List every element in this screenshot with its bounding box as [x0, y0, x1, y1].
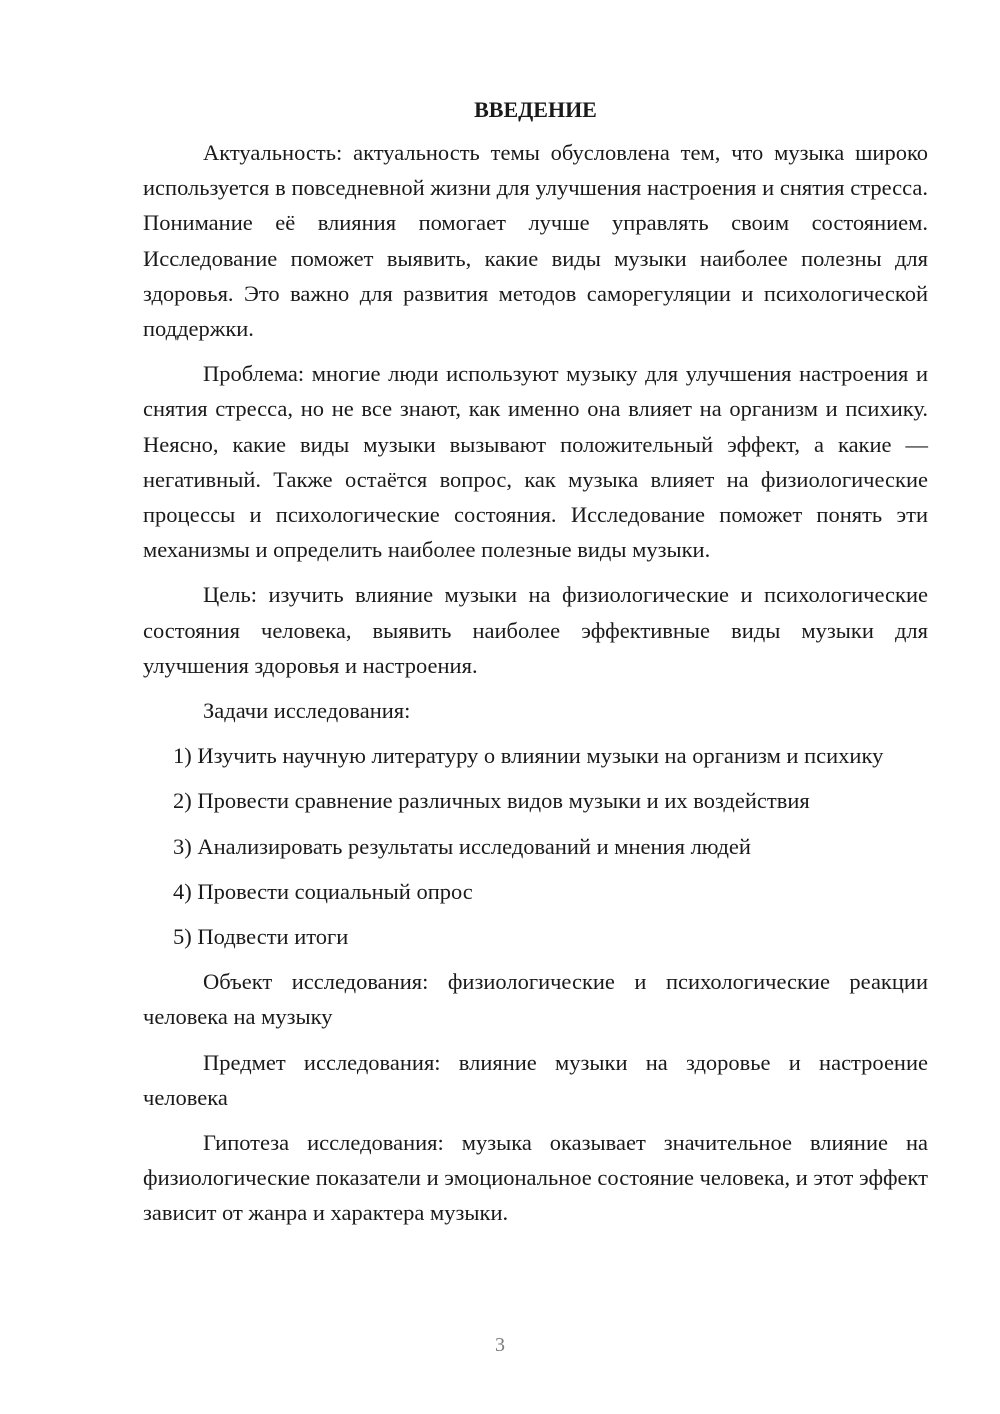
subject-paragraph: Предмет исследования: влияние музыки на здоровье и настроение человека: [143, 1049, 928, 1110]
problem-paragraph: Проблема: многие люди используют музыку для улучшения настроения и снятия стресса, но не все знают, как именно она влияет на организм и психику. Неясно, какие виды музыки вызывают положительный эффект, а какие — негативный. Также остаётся вопрос, как музыка влияет на физиологические процессы и психологические состояния. Исследование поможет понять эти механизмы и определить наиболее полезные виды музыки.: [143, 361, 928, 563]
page-number: 3: [495, 1334, 505, 1356]
task-item: 4) Провести социальный опрос: [173, 878, 473, 904]
relevance-paragraph: Актуальность: актуальность темы обусловлена тем, что музыка широко используется в повседневной жизни для улучшения настроения и снятия стресса. Понимание её влияния помогает лучше управлять своим состоянием. Исследование поможет выявить, какие виды музыки наиболее полезны для здоровья. Это важно для развития методов саморегуляции и психологической поддержки.: [143, 140, 928, 342]
task-item: 2) Провести сравнение различных видов музыки и их воздействия: [173, 788, 810, 814]
object-paragraph: Объект исследования: физиологические и психологические реакции человека на музыку: [143, 969, 928, 1030]
hypothesis-paragraph: Гипотеза исследования: музыка оказывает значительное влияние на физиологические показатели и эмоциональное состояние человека, и этот эффект зависит от жанра и характера музыки.: [143, 1130, 928, 1226]
page-content: [143, 95, 928, 1241]
task-item: 1) Изучить научную литературу о влиянии музыки на организм и психику: [173, 743, 884, 769]
goal-paragraph: Цель: изучить влияние музыки на физиологические и психологические состояния человека, выявить наиболее эффективные виды музыки для улучшения здоровья и настроения.: [143, 582, 928, 678]
tasks-heading: Задачи исследования:: [203, 698, 411, 724]
tasks-list: [143, 738, 928, 954]
task-item: 5) Подвести итоги: [173, 924, 349, 950]
section-title: ВВЕДЕНИЕ: [474, 97, 597, 122]
task-item: 3) Анализировать результаты исследований и мнения людей: [173, 833, 751, 859]
